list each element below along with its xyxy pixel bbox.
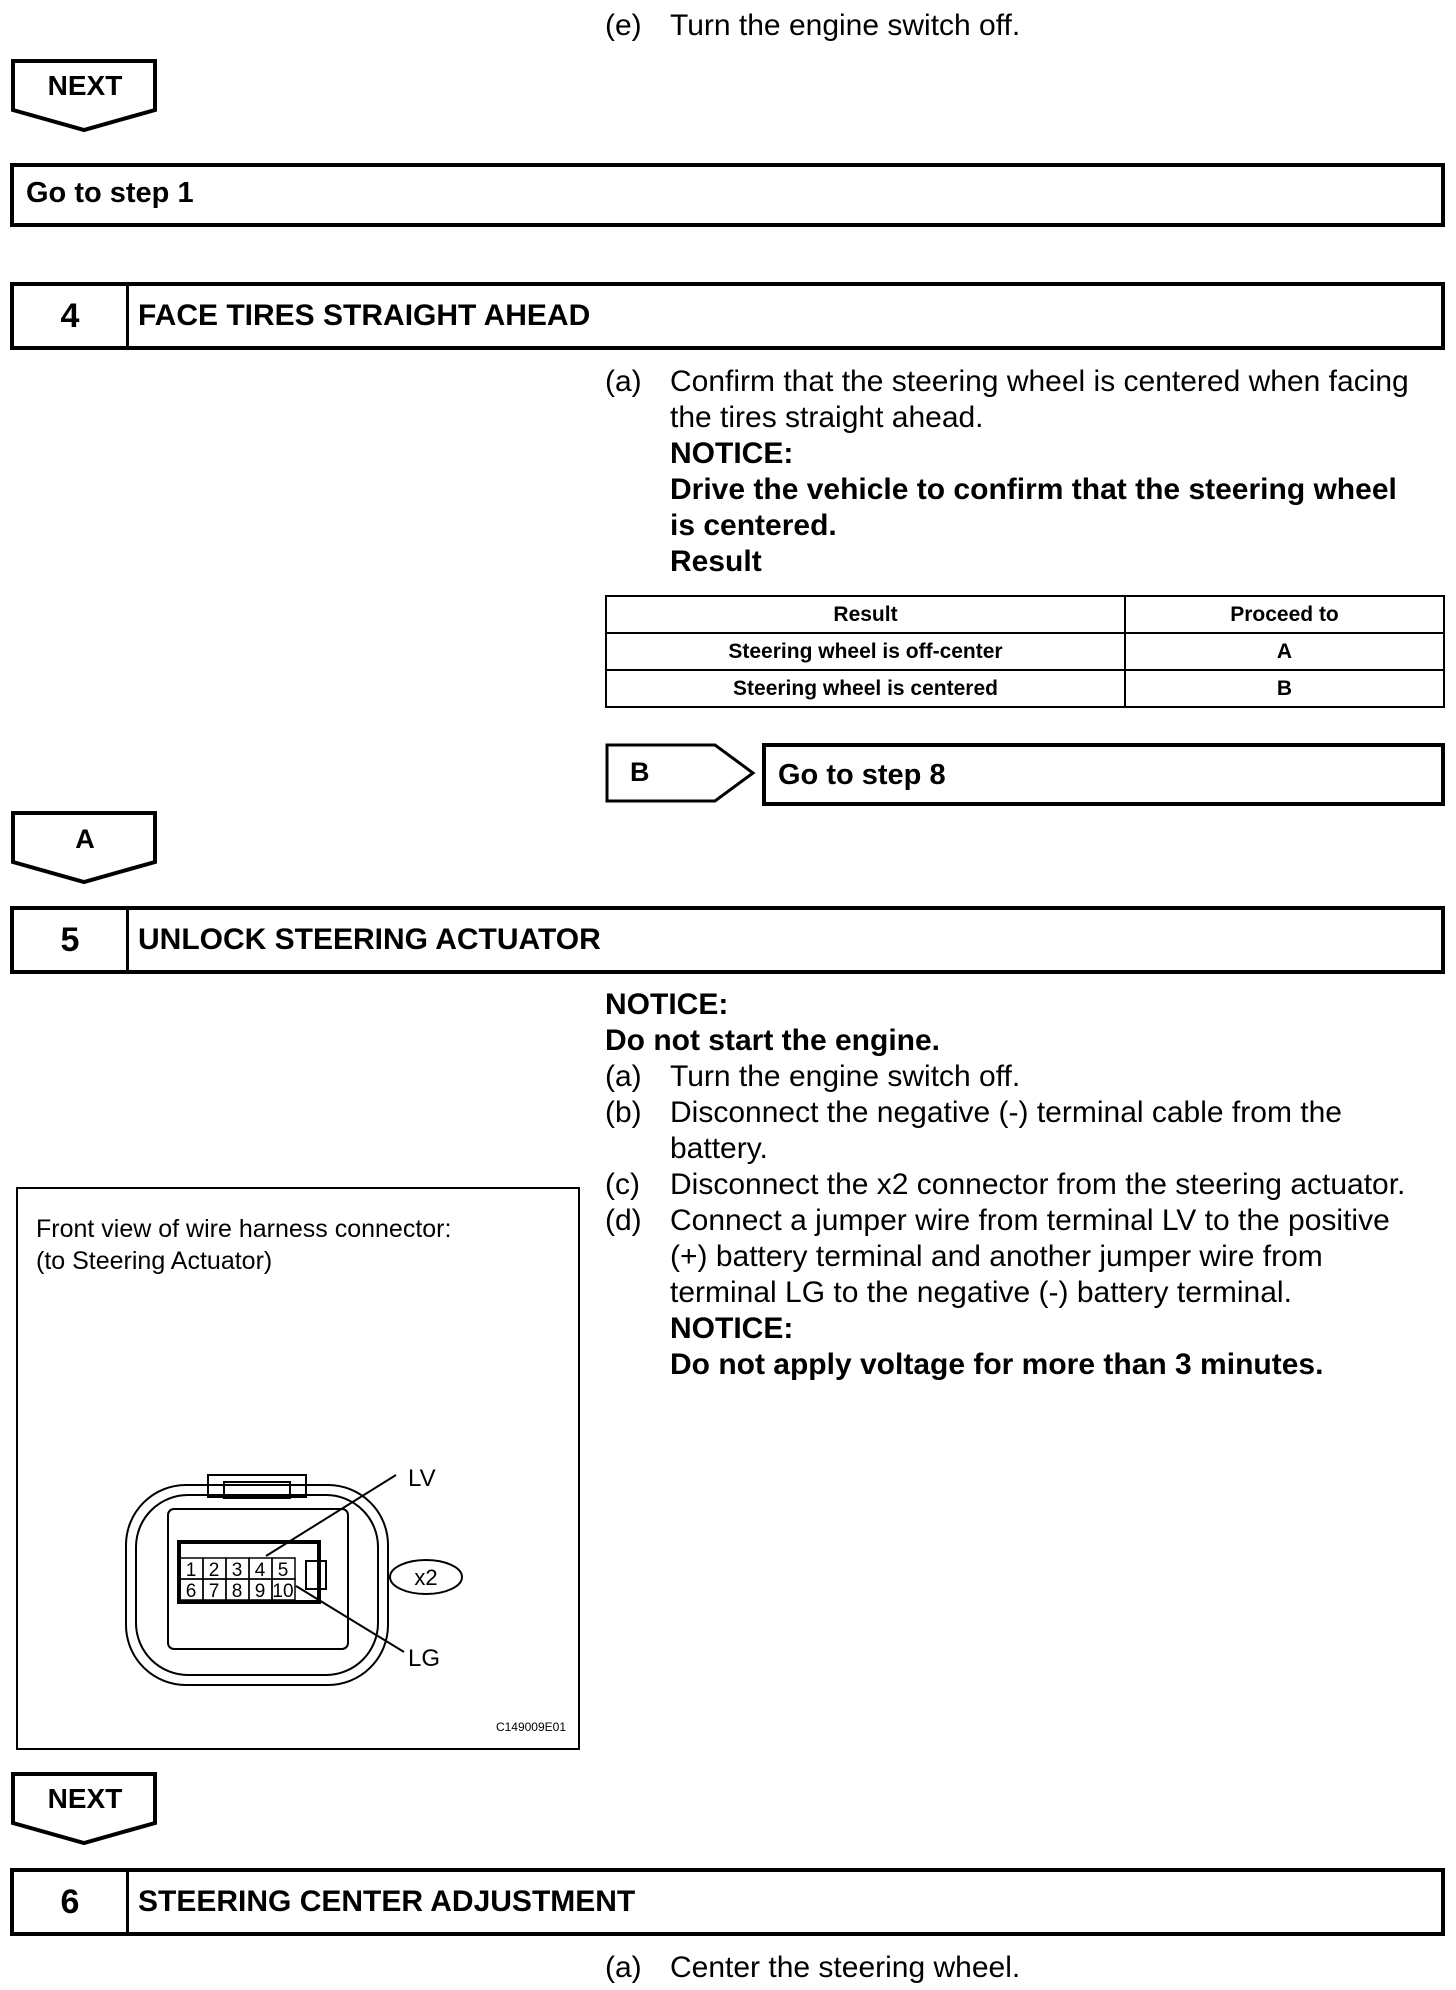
item-label: (a)	[605, 1060, 642, 1093]
step5-header	[10, 906, 1445, 974]
item-text: Disconnect the negative (-) terminal cable from the	[670, 1096, 1342, 1129]
pin-label: 10	[272, 1581, 294, 1602]
pin-label: 8	[231, 1581, 243, 1602]
pin-label: 4	[254, 1560, 266, 1581]
step4-body	[605, 364, 1445, 580]
notice-text: Do not apply voltage for more than 3 minutes.	[670, 1348, 1324, 1381]
diagram-caption: (to Steering Actuator)	[36, 1247, 273, 1275]
step5-title: UNLOCK STEERING ACTUATOR	[138, 923, 601, 956]
goto-step1-text: Go to step 1	[26, 177, 194, 209]
step5-body	[605, 987, 1445, 1383]
branch-b-arrow[interactable]	[605, 743, 760, 803]
item-text: Disconnect the x2 connector from the steering actuator.	[670, 1168, 1406, 1201]
item-text: (+) battery terminal and another jumper wire from	[670, 1240, 1323, 1273]
item-label: (a)	[605, 1951, 642, 1984]
next-button-label: NEXT	[47, 70, 123, 101]
notice-heading: NOTICE:	[605, 988, 729, 1021]
item-text: Center the steering wheel.	[670, 1951, 1021, 1984]
table-cell: A	[1125, 633, 1444, 670]
step6-number: 6	[14, 1872, 129, 1932]
notice-text: Do not start the engine.	[605, 1024, 941, 1057]
terminal-lg-label: LG	[408, 1645, 441, 1672]
result-table	[605, 595, 1445, 708]
connector-diagram	[16, 1187, 580, 1750]
figure-code: C149009E01	[495, 1720, 566, 1734]
list-item	[605, 1167, 1445, 1203]
pin-label: 7	[208, 1581, 220, 1602]
branch-a-label: A	[75, 824, 95, 854]
next-button-label: NEXT	[47, 1783, 123, 1814]
table-row	[606, 633, 1444, 670]
notice-heading: NOTICE:	[670, 1312, 794, 1345]
goto-step8-box[interactable]	[762, 743, 1445, 806]
table-header: Result	[606, 596, 1125, 633]
list-item	[605, 1203, 1445, 1311]
pin-label: 2	[208, 1560, 220, 1581]
item-text: the tires straight ahead.	[670, 401, 984, 434]
terminal-lv-label: LV	[408, 1465, 436, 1492]
step4-title: FACE TIRES STRAIGHT AHEAD	[138, 299, 591, 332]
pin-label: 1	[185, 1560, 197, 1581]
item-text: Turn the engine switch off.	[670, 9, 1021, 42]
pin-label: 9	[254, 1581, 266, 1602]
result-heading: Result	[670, 545, 762, 578]
item-text: Confirm that the steering wheel is centered when facing	[670, 365, 1409, 398]
table-header-row	[606, 596, 1444, 633]
item-label: (d)	[605, 1204, 642, 1237]
item-label: (a)	[605, 365, 642, 398]
item-text: terminal LG to the negative (-) battery terminal.	[670, 1276, 1292, 1309]
step5-number: 5	[14, 910, 129, 970]
table-row	[606, 670, 1444, 707]
list-item	[605, 1095, 1445, 1167]
step4-number: 4	[14, 286, 129, 346]
item-label: (e)	[605, 9, 642, 42]
step4-header	[10, 282, 1445, 350]
diagram-caption: Front view of wire harness connector:	[36, 1215, 452, 1243]
pin-label: 5	[277, 1560, 289, 1581]
table-cell: Steering wheel is centered	[606, 670, 1125, 707]
list-item	[605, 1059, 1445, 1095]
step6-header	[10, 1868, 1445, 1936]
table-cell: Steering wheel is off-center	[606, 633, 1125, 670]
step6-title: STEERING CENTER ADJUSTMENT	[138, 1885, 636, 1918]
item-text: battery.	[670, 1132, 768, 1165]
connector-id-label: x2	[414, 1565, 438, 1590]
item-label: (b)	[605, 1096, 642, 1129]
item-label: (c)	[605, 1168, 640, 1201]
item-text: Turn the engine switch off.	[670, 1060, 1021, 1093]
goto-step8-text: Go to step 8	[778, 759, 946, 791]
table-cell: B	[1125, 670, 1444, 707]
branch-b-label: B	[630, 757, 650, 787]
notice-text: Drive the vehicle to confirm that the steering wheel	[670, 473, 1397, 506]
notice-text: is centered.	[670, 509, 837, 542]
table-header: Proceed to	[1125, 596, 1444, 633]
item-text: Connect a jumper wire from terminal LV to the positive	[670, 1204, 1390, 1237]
notice-heading: NOTICE:	[670, 437, 794, 470]
connector-drawing	[18, 1189, 578, 1748]
pin-label: 3	[231, 1560, 243, 1581]
goto-step1-box[interactable]	[10, 163, 1445, 227]
pin-label: 6	[185, 1581, 197, 1602]
